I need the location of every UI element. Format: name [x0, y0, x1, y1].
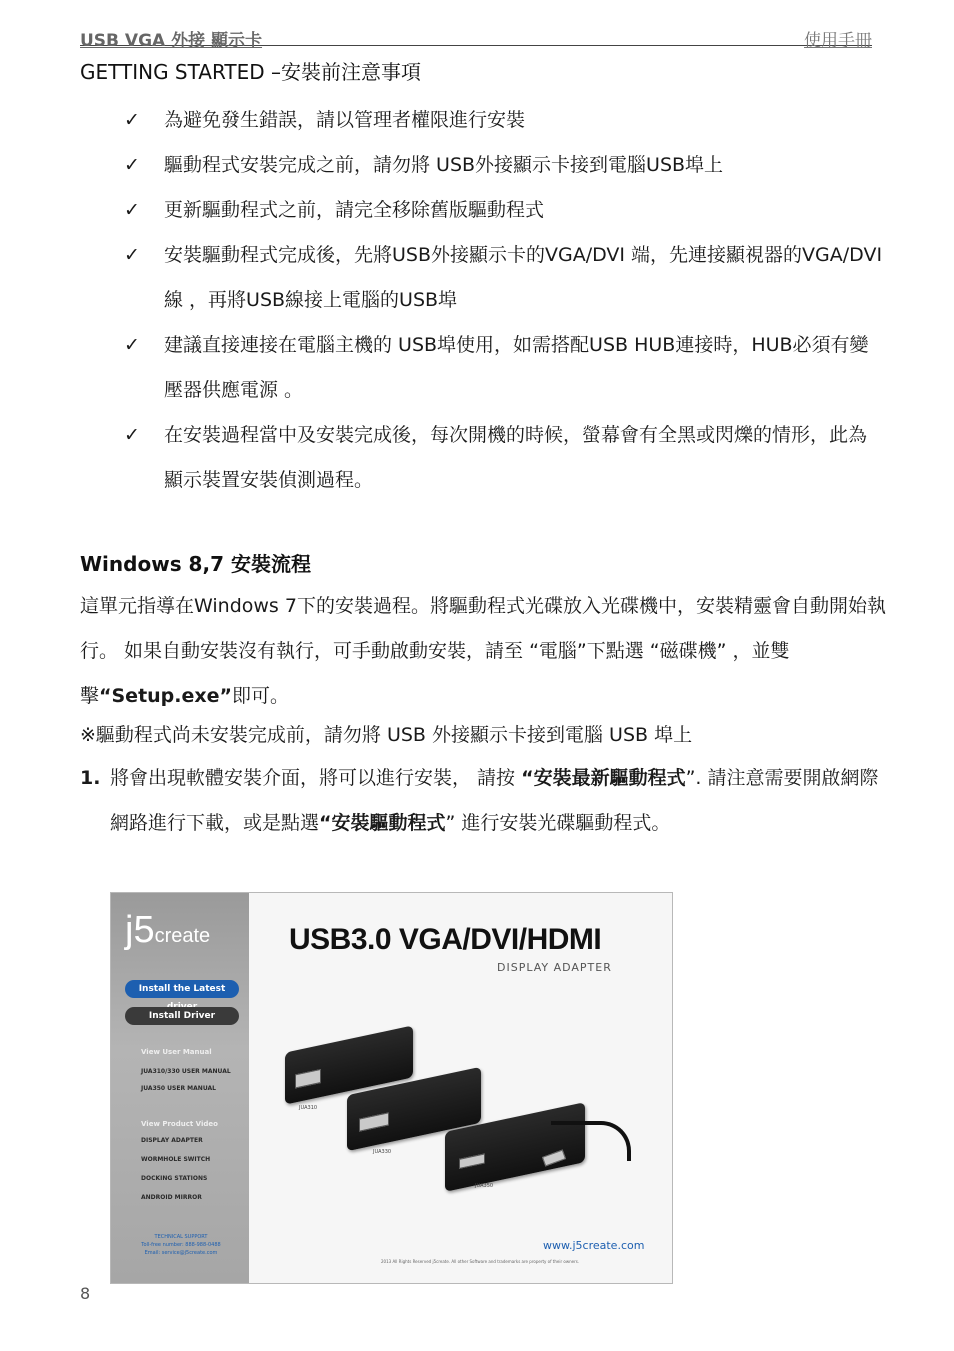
copyright-text: 2013 All Rights Reserved j5create. All other Software and trademarks are property of their owners.	[381, 1259, 580, 1264]
installer-product-subtitle: DISPLAY ADAPTER	[497, 961, 612, 974]
check-icon: ✓	[124, 154, 140, 176]
page-number: 8	[80, 1284, 91, 1303]
support-phone: Toll-free number: 888-988-0488	[141, 1242, 221, 1248]
list-item-text: 為避免發生錯誤，請以管理者權限進行安裝	[164, 109, 526, 131]
installer-product-title: USB3.0 VGA/DVI/HDMI	[289, 923, 602, 956]
technical-support-info	[123, 1233, 239, 1257]
windows-section-title	[80, 548, 311, 577]
precaution-list	[124, 98, 884, 503]
model-label: JUA330	[373, 1149, 392, 1155]
logo-sub: create	[154, 925, 211, 947]
driver-warning: ※驅動程式尚未安裝完成前，請勿將 USB 外接顯示卡接到電腦 USB 埠上	[80, 724, 693, 746]
list-item	[124, 98, 884, 143]
list-item-text: 在安裝過程當中及安裝完成後，每次開機的時候，螢幕會有全黑或閃爍的情形，此為顯示裝置安裝偵測過程。	[164, 424, 868, 491]
menu-item-android-mirror[interactable]: ANDROID MIRROR	[141, 1194, 202, 1201]
menu-item-user-manual[interactable]: View User Manual	[141, 1048, 212, 1056]
windows-intro-paragraph	[80, 584, 900, 719]
check-icon: ✓	[124, 109, 140, 131]
step-text-e: ” 進行安裝光碟驅動程式。	[445, 812, 671, 834]
intro-text-2: 即可。	[232, 685, 290, 707]
install-latest-label: “安裝最新驅動程式	[521, 767, 686, 789]
menu-item-jua310-manual[interactable]: JUA310/330 USER MANUAL	[141, 1068, 231, 1075]
model-label: JUA350	[475, 1183, 494, 1189]
page-header	[80, 24, 872, 51]
install-step-1	[80, 756, 890, 846]
list-item	[124, 143, 884, 188]
model-label: JUA310	[299, 1105, 318, 1111]
list-item	[124, 233, 884, 323]
menu-item-display-adapter[interactable]: DISPLAY ADAPTER	[141, 1137, 203, 1144]
support-title: TECHNICAL SUPPORT	[154, 1234, 208, 1240]
header-title: USB VGA 外接 顯示卡	[80, 31, 263, 51]
list-item	[124, 188, 884, 233]
intro-text-1: 這單元指導在Windows 7下的安裝過程。將驅動程式光碟放入光碟機中，安裝精靈會自動開始執行。 如果自動安裝沒有執行，可手動啟動安裝，請至 “電腦”下點選 “磁碟機” ，並雙擊	[80, 595, 886, 707]
menu-item-jua350-manual[interactable]: JUA350 USER MANUAL	[141, 1085, 216, 1092]
getting-started-title-zh: 安裝前注意事項	[281, 60, 422, 84]
list-item-text: 更新驅動程式之前，請完全移除舊版驅動程式	[164, 199, 545, 221]
list-item	[124, 413, 884, 503]
install-driver-button[interactable]: Install Driver	[125, 1007, 239, 1025]
menu-item-docking-stations[interactable]: DOCKING STATIONS	[141, 1175, 208, 1182]
support-email: Email: service@j5create.com	[144, 1250, 218, 1256]
menu-item-wormhole-switch[interactable]: WORMHOLE SWITCH	[141, 1156, 211, 1163]
windows-title: Windows 8,7 安裝流程	[80, 552, 311, 576]
menu-item-product-video[interactable]: View Product Video	[141, 1120, 218, 1128]
check-icon: ✓	[124, 424, 140, 446]
check-icon: ✓	[124, 244, 140, 266]
install-latest-driver-button[interactable]: Install the Latest	[125, 980, 239, 998]
getting-started-title	[80, 56, 421, 85]
j5create-logo	[125, 909, 210, 952]
step-number: 1.	[80, 767, 101, 789]
install-driver-label: “安裝驅動程式	[319, 812, 446, 834]
getting-started-title-en: GETTING STARTED –	[80, 60, 282, 84]
installer-screenshot	[110, 892, 673, 1284]
list-item-text: 建議直接連接在電腦主機的 USB埠使用，如需搭配USB HUB連接時，HUB必須有變壓器供應電源 。	[164, 334, 869, 401]
step-text	[80, 756, 890, 846]
logo-main: j5	[125, 909, 155, 951]
website-link[interactable]: www.j5create.com	[543, 1239, 645, 1252]
check-icon: ✓	[124, 334, 140, 356]
setup-exe-text: “Setup.exe”	[99, 685, 233, 707]
header-manual-label: 使用手冊	[804, 31, 872, 51]
list-item	[124, 323, 884, 413]
check-icon: ✓	[124, 199, 140, 221]
step-text-a: 將會出現軟體安裝介面，將可以進行安裝， 請按	[110, 767, 522, 789]
dvi-port-icon	[359, 1112, 389, 1131]
installer-sidebar	[111, 893, 249, 1283]
vga-port-icon	[295, 1069, 321, 1089]
list-item-text: 安裝驅動程式完成後，先將USB外接顯示卡的VGA/DVI 端，先連接顯視器的VGA/DVI線 ，再將USB線接上電腦的USB埠	[164, 244, 883, 311]
hdmi-port-icon	[459, 1153, 485, 1169]
list-item-text: 驅動程式安裝完成之前，請勿將 USB外接顯示卡接到電腦USB埠上	[164, 154, 724, 176]
step-text-c: ”. 請注意需要開啟網際網路進行下載，或是點選	[110, 767, 879, 834]
